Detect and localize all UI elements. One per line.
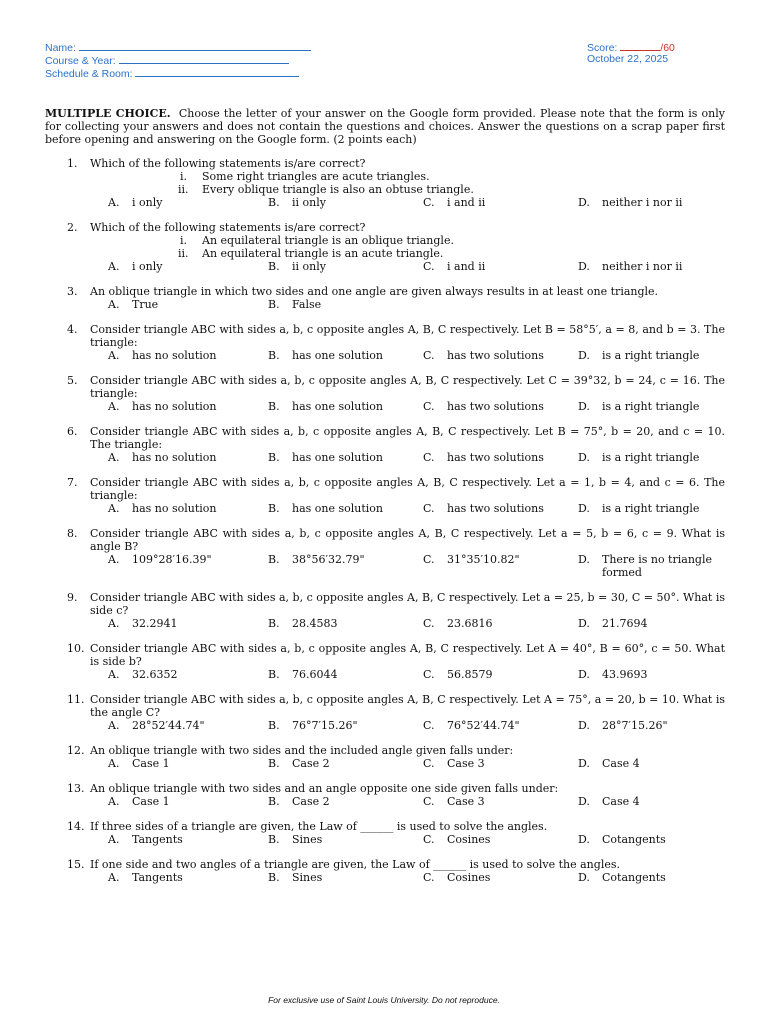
choice-text: has no solution: [132, 400, 217, 413]
choice-option: [108, 668, 178, 681]
choice-text: Tangents: [132, 833, 183, 846]
choice-text: i only: [132, 196, 163, 209]
choice-letter: D.: [578, 196, 590, 209]
choice-text: Tangents: [132, 871, 183, 884]
choice-row: [45, 668, 725, 681]
question-text: Consider triangle ABC with sides a, b, c opposite angles A, B, C respectively. Let B = 75°, b = 20, and c = 10. The triangle:: [90, 425, 725, 451]
choice-letter: A.: [108, 757, 120, 770]
choice-letter: D.: [578, 349, 590, 362]
choice-option: [423, 260, 485, 273]
choice-text: has no solution: [132, 451, 217, 464]
choice-letter: C.: [423, 795, 435, 808]
choice-letter: B.: [268, 795, 280, 808]
choice-text: 31°35′10.82": [447, 553, 520, 566]
choice-option: [578, 795, 640, 808]
choice-letter: D.: [578, 617, 590, 630]
choice-row: [45, 451, 725, 464]
choice-option: [268, 757, 330, 770]
choice-option: [108, 349, 217, 362]
choice-text: has two solutions: [447, 400, 544, 413]
choice-option: [268, 668, 338, 681]
question-stem: [45, 693, 725, 719]
question-text: An oblique triangle in which two sides and one angle are given always results in at least one triangle.: [90, 285, 659, 298]
choice-text: has one solution: [292, 502, 384, 515]
choice-option: [108, 260, 162, 273]
question-item: [45, 221, 725, 273]
choice-letter: B.: [268, 553, 280, 566]
choice-option: [578, 719, 668, 732]
choice-option: [423, 400, 544, 413]
choice-letter: D.: [578, 795, 590, 808]
choice-letter: C.: [423, 260, 435, 273]
choice-option: [268, 719, 358, 732]
choice-letter: B.: [268, 400, 280, 413]
choice-letter: A.: [108, 260, 120, 273]
choice-text: has two solutions: [447, 451, 544, 464]
choice-letter: C.: [423, 757, 435, 770]
choice-letter: B.: [268, 451, 280, 464]
question-item: [45, 285, 725, 311]
statement-numeral: i.: [180, 170, 188, 183]
choice-text: is a right triangle: [602, 451, 700, 464]
choice-option: [423, 196, 485, 209]
choice-letter: B.: [268, 196, 280, 209]
question-item: [45, 476, 725, 515]
choice-option: [578, 400, 699, 413]
statement-text: Some right triangles are acute triangles.: [202, 170, 430, 183]
score-blank: [620, 40, 660, 51]
choice-row: [45, 298, 725, 311]
choice-option: [423, 553, 520, 566]
statement-list: [45, 170, 725, 196]
choice-letter: B.: [268, 260, 280, 273]
choice-option: [578, 502, 699, 515]
choice-letter: C.: [423, 553, 435, 566]
choice-letter: A.: [108, 617, 120, 630]
schedule-blank: [135, 66, 299, 77]
footer-notice: For exclusive use of Saint Louis University. Do not reproduce.: [268, 995, 500, 1005]
choice-option: [268, 400, 383, 413]
statement-item: [180, 234, 725, 247]
choice-letter: A.: [108, 298, 120, 311]
question-text: Consider triangle ABC with sides a, b, c opposite angles A, B, C respectively. Let C = 39°32, b = 24, c = 16. The triangle:: [90, 374, 725, 400]
question-text: An oblique triangle with two sides and the included angle given falls under:: [90, 744, 514, 757]
question-stem: [45, 858, 725, 871]
choice-text: Cotangents: [602, 871, 666, 884]
choice-option: [108, 298, 158, 311]
choice-text: Cosines: [447, 833, 491, 846]
question-stem: [45, 744, 725, 757]
choice-text: 109°28′16.39": [132, 553, 212, 566]
choice-text: Cotangents: [602, 833, 666, 846]
choice-row: [45, 553, 725, 579]
choice-text: is a right triangle: [602, 400, 700, 413]
choice-option: [268, 833, 322, 846]
question-number: 15.: [67, 858, 85, 871]
choice-text: has one solution: [292, 400, 384, 413]
choice-text: Case 4: [602, 757, 640, 770]
choice-text: 23.6816: [447, 617, 493, 630]
schedule-line: [45, 66, 311, 79]
choice-text: 43.9693: [602, 668, 648, 681]
question-text: Which of the following statements is/are correct?: [90, 157, 366, 170]
choice-row: [45, 260, 725, 273]
choice-option: [108, 757, 170, 770]
question-text: If one side and two angles of a triangle are given, the Law of ______ is used to solve the angles.: [90, 858, 620, 871]
choice-option: [423, 833, 490, 846]
choice-letter: D.: [578, 400, 590, 413]
choice-letter: B.: [268, 617, 280, 630]
choice-row: [45, 833, 725, 846]
choice-letter: C.: [423, 196, 435, 209]
statement-item: [180, 183, 725, 196]
choice-option: [578, 757, 640, 770]
choice-text: 32.6352: [132, 668, 178, 681]
question-number: 10.: [67, 642, 85, 655]
choice-text: has one solution: [292, 349, 384, 362]
choice-row: [45, 757, 725, 770]
choice-letter: C.: [423, 400, 435, 413]
choice-option: [108, 400, 217, 413]
choice-text: is a right triangle: [602, 349, 700, 362]
choice-letter: A.: [108, 349, 120, 362]
choice-option: [268, 617, 338, 630]
question-item: [45, 374, 725, 413]
choice-text: has two solutions: [447, 349, 544, 362]
name-blank: [79, 40, 311, 51]
choice-letter: D.: [578, 668, 590, 681]
question-stem: [45, 323, 725, 349]
choice-letter: B.: [268, 833, 280, 846]
question-item: [45, 591, 725, 630]
choice-text: 38°56′32.79": [292, 553, 365, 566]
choice-text: has no solution: [132, 349, 217, 362]
choice-letter: A.: [108, 833, 120, 846]
choice-option: [578, 260, 682, 273]
choice-option: [108, 719, 205, 732]
choice-row: [45, 400, 725, 413]
choice-letter: A.: [108, 400, 120, 413]
choice-letter: D.: [578, 451, 590, 464]
choice-letter: D.: [578, 260, 590, 273]
question-number: 4.: [67, 323, 78, 336]
choice-text: Case 4: [602, 795, 640, 808]
question-stem: [45, 285, 725, 298]
choice-option: [268, 502, 383, 515]
question-number: 6.: [67, 425, 78, 438]
choice-text: i and ii: [447, 260, 486, 273]
choice-letter: C.: [423, 451, 435, 464]
choice-option: [268, 196, 326, 209]
choice-option: [578, 553, 712, 579]
choice-option: [108, 617, 178, 630]
choice-option: [268, 795, 330, 808]
choice-row: [45, 871, 725, 884]
choice-option: [108, 833, 183, 846]
choice-letter: D.: [578, 502, 590, 515]
choice-row: [45, 795, 725, 808]
choice-letter: B.: [268, 757, 280, 770]
student-info-block: [45, 40, 311, 79]
course-line: [45, 53, 311, 66]
name-line: [45, 40, 311, 53]
question-item: [45, 642, 725, 681]
instructions: [45, 107, 725, 146]
question-number: 14.: [67, 820, 85, 833]
choice-option: [578, 196, 682, 209]
choice-option: [578, 833, 666, 846]
name-label: Name:: [45, 42, 76, 54]
choice-text: Sines: [292, 833, 323, 846]
question-item: [45, 744, 725, 770]
choice-letter: A.: [108, 668, 120, 681]
choice-text: 28°52′44.74": [132, 719, 205, 732]
choice-text: Sines: [292, 871, 323, 884]
choice-text: neither i nor ii: [602, 260, 683, 273]
choice-row: [45, 349, 725, 362]
choice-text: ii only: [292, 196, 326, 209]
choice-text: Cosines: [447, 871, 491, 884]
choice-letter: D.: [578, 871, 590, 884]
choice-text: has two solutions: [447, 502, 544, 515]
question-item: [45, 782, 725, 808]
choice-option: [108, 871, 183, 884]
choice-text: False: [292, 298, 322, 311]
statement-item: [180, 247, 725, 260]
choice-text: Case 2: [292, 757, 330, 770]
choice-text: is a right triangle: [602, 502, 700, 515]
question-list: [45, 157, 725, 884]
question-stem: [45, 425, 725, 451]
choice-option: [268, 451, 383, 464]
question-number: 11.: [67, 693, 85, 706]
choice-row: [45, 196, 725, 209]
choice-letter: C.: [423, 617, 435, 630]
choice-text: neither i nor ii: [602, 196, 683, 209]
choice-text: ii only: [292, 260, 326, 273]
question-item: [45, 157, 725, 209]
question-item: [45, 425, 725, 464]
statement-text: An equilateral triangle is an acute triangle.: [202, 247, 444, 260]
question-number: 8.: [67, 527, 78, 540]
schedule-label: Schedule & Room:: [45, 68, 133, 80]
choice-letter: D.: [578, 833, 590, 846]
choice-option: [108, 502, 217, 515]
choice-option: [578, 871, 666, 884]
question-stem: [45, 642, 725, 668]
choice-text: 28°7′15.26": [602, 719, 668, 732]
choice-letter: C.: [423, 502, 435, 515]
choice-text: Case 3: [447, 757, 485, 770]
choice-option: [108, 553, 212, 566]
choice-text: has no solution: [132, 502, 217, 515]
choice-option: [108, 451, 217, 464]
choice-option: [268, 349, 383, 362]
question-text: Consider triangle ABC with sides a, b, c opposite angles A, B, C respectively. Let A = 75°, a = 20, b = 10. What is the angle C?: [90, 693, 725, 719]
score-block: [587, 40, 675, 66]
choice-letter: A.: [108, 502, 120, 515]
statement-list: [45, 234, 725, 260]
choice-text: Case 1: [132, 757, 170, 770]
choice-option: [578, 617, 648, 630]
choice-letter: A.: [108, 871, 120, 884]
choice-letter: B.: [268, 502, 280, 515]
choice-text: Case 3: [447, 795, 485, 808]
choice-text: There is no triangle formed: [602, 553, 712, 579]
choice-letter: A.: [108, 719, 120, 732]
question-stem: [45, 476, 725, 502]
choice-text: 76.6044: [292, 668, 338, 681]
question-stem: [45, 374, 725, 400]
score-max: /60: [660, 42, 675, 54]
question-number: 9.: [67, 591, 78, 604]
choice-option: [423, 451, 544, 464]
statement-text: An equilateral triangle is an oblique triangle.: [202, 234, 454, 247]
score-line: [587, 40, 675, 53]
course-label: Course & Year:: [45, 55, 116, 67]
choice-option: [268, 553, 365, 566]
choice-letter: C.: [423, 871, 435, 884]
statement-numeral: ii.: [178, 183, 189, 196]
question-number: 3.: [67, 285, 78, 298]
choice-text: has one solution: [292, 451, 384, 464]
score-label: Score:: [587, 42, 618, 54]
choice-text: Case 2: [292, 795, 330, 808]
choice-text: i only: [132, 260, 163, 273]
question-number: 1.: [67, 157, 78, 170]
choice-letter: C.: [423, 833, 435, 846]
statement-text: Every oblique triangle is also an obtuse triangle.: [202, 183, 474, 196]
question-number: 12.: [67, 744, 85, 757]
choice-letter: C.: [423, 719, 435, 732]
choice-option: [578, 451, 699, 464]
choice-option: [423, 757, 485, 770]
choice-letter: B.: [268, 298, 280, 311]
choice-option: [423, 668, 493, 681]
question-item: [45, 527, 725, 579]
choice-option: [423, 719, 520, 732]
choice-text: Case 1: [132, 795, 170, 808]
choice-row: [45, 719, 725, 732]
choice-letter: A.: [108, 795, 120, 808]
choice-letter: A.: [108, 553, 120, 566]
exam-date: October 22, 2025: [587, 53, 669, 65]
statement-numeral: i.: [180, 234, 188, 247]
question-text: Which of the following statements is/are correct?: [90, 221, 366, 234]
question-number: 7.: [67, 476, 78, 489]
choice-letter: D.: [578, 553, 590, 566]
question-stem: [45, 782, 725, 795]
choice-letter: D.: [578, 757, 590, 770]
choice-letter: B.: [268, 668, 280, 681]
question-stem: [45, 820, 725, 833]
question-stem: [45, 221, 725, 234]
choice-text: 76°7′15.26": [292, 719, 358, 732]
choice-option: [108, 196, 162, 209]
choice-option: [423, 795, 485, 808]
statement-item: [180, 170, 725, 183]
question-stem: [45, 591, 725, 617]
choice-option: [268, 260, 326, 273]
choice-text: 56.8579: [447, 668, 493, 681]
question-text: If three sides of a triangle are given, the Law of ______ is used to solve the angles.: [90, 820, 548, 833]
choice-letter: B.: [268, 719, 280, 732]
question-number: 13.: [67, 782, 85, 795]
choice-letter: B.: [268, 349, 280, 362]
instructions-text: Choose the letter of your answer on the Google form provided. Please note that the form is only for collecting your answers and does not contain the questions and choices. Answer the questions on a scrap paper first before opening and answering on the Google form. (2 points each): [45, 107, 725, 146]
choice-option: [578, 668, 648, 681]
question-text: Consider triangle ABC with sides a, b, c opposite angles A, B, C respectively. Let B = 58°5′, a = 8, and b = 3. The triangle:: [90, 323, 725, 349]
exam-body: [45, 107, 725, 896]
question-stem: [45, 527, 725, 553]
choice-text: i and ii: [447, 196, 486, 209]
choice-option: [108, 795, 170, 808]
choice-letter: D.: [578, 719, 590, 732]
question-item: [45, 323, 725, 362]
question-text: An oblique triangle with two sides and an angle opposite one side given falls under:: [90, 782, 559, 795]
question-text: Consider triangle ABC with sides a, b, c opposite angles A, B, C respectively. Let a = 5, b = 6, c = 9. What is angle B?: [90, 527, 725, 553]
choice-text: 76°52′44.74": [447, 719, 520, 732]
choice-option: [423, 871, 490, 884]
question-item: [45, 858, 725, 884]
question-number: 2.: [67, 221, 78, 234]
question-item: [45, 820, 725, 846]
course-blank: [119, 53, 289, 64]
choice-text: 32.2941: [132, 617, 178, 630]
choice-letter: A.: [108, 196, 120, 209]
statement-numeral: ii.: [178, 247, 189, 260]
choice-option: [423, 617, 493, 630]
question-text: Consider triangle ABC with sides a, b, c opposite angles A, B, C respectively. Let a = 1, b = 4, and c = 6. The triangle:: [90, 476, 725, 502]
choice-option: [268, 298, 321, 311]
choice-option: [423, 349, 544, 362]
choice-text: 21.7694: [602, 617, 648, 630]
choice-option: [423, 502, 544, 515]
choice-letter: A.: [108, 451, 120, 464]
instructions-heading: MULTIPLE CHOICE.: [45, 107, 171, 120]
choice-text: True: [132, 298, 159, 311]
choice-letter: C.: [423, 668, 435, 681]
choice-row: [45, 617, 725, 630]
question-item: [45, 693, 725, 732]
choice-text: 28.4583: [292, 617, 338, 630]
question-stem: [45, 157, 725, 170]
question-number: 5.: [67, 374, 78, 387]
question-text: Consider triangle ABC with sides a, b, c opposite angles A, B, C respectively. Let A = 40°, B = 60°, c = 50. What is side b?: [90, 642, 725, 668]
choice-letter: C.: [423, 349, 435, 362]
choice-row: [45, 502, 725, 515]
choice-letter: B.: [268, 871, 280, 884]
choice-option: [268, 871, 322, 884]
choice-option: [578, 349, 699, 362]
question-text: Consider triangle ABC with sides a, b, c opposite angles A, B, C respectively. Let a = 25, b = 30, C = 50°. What is side c?: [90, 591, 725, 617]
